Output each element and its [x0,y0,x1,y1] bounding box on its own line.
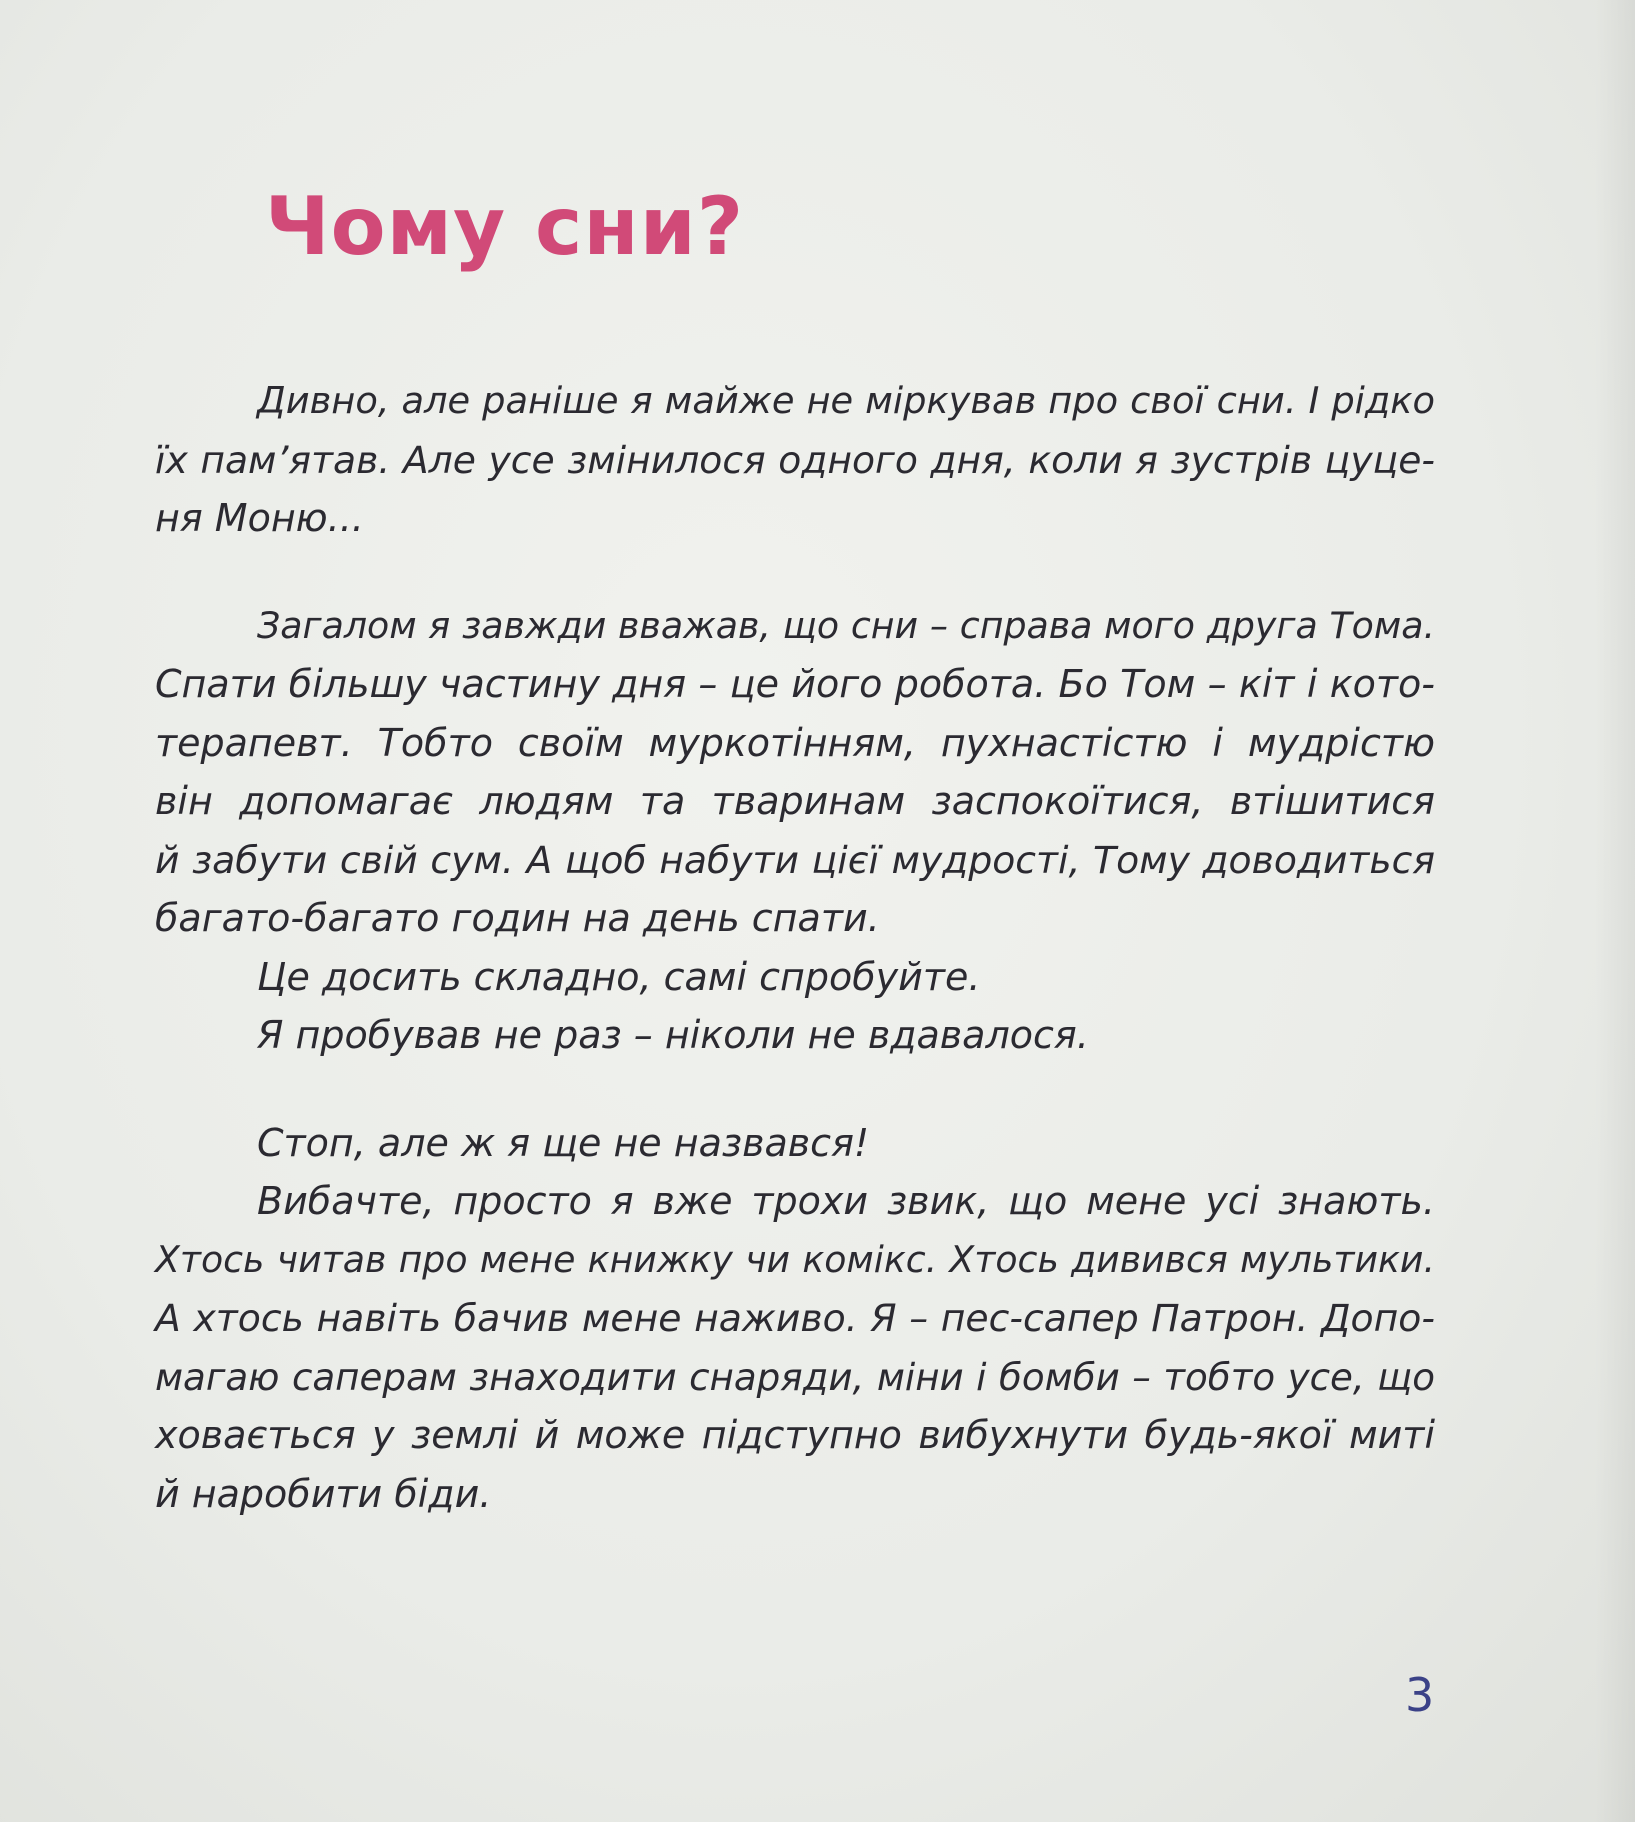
text-line: Спати більшу частину дня – це його робота. Бо Том – кіт і кото- [155,662,1435,706]
paragraph [155,372,1435,548]
text-line: Дивно, але раніше я майже не міркував про свої сни. І рідко [257,379,1435,422]
text-line: терапевт. Тобто своїм муркотінням, пухнастістю і мудрістю [155,720,1435,765]
chapter-title: Чому сни? [265,180,745,273]
text-line: й наробити біди. [155,1471,492,1516]
text-line: він допомагає людям та тваринам заспокоїтися, втішитися [155,779,1435,823]
chapter-body [155,372,1435,1523]
text-line: ховається у землі й може підступно вибухнути будь-якої миті [155,1413,1435,1457]
paragraph-gap [155,1065,1435,1114]
text-line: Хтось читав про мене книжку чи комікс. Хтось дивився мультики. [155,1237,1435,1281]
text-line: багато-багато годин на день спати. [155,896,880,940]
text-line: Загалом я завжди вважав, що сни – справа мого друга Тома. [257,603,1435,647]
paragraph [155,1006,1435,1065]
text-line: Це досить складно, самі спробуйте. [257,954,981,999]
page-number: 3 [1405,1668,1435,1722]
text-line: Я пробував не раз – ніколи не вдавалося. [257,1013,1089,1057]
paragraph [155,1114,1435,1173]
paragraph-gap [155,548,1435,597]
text-line: Стоп, але ж я ще не назвався! [257,1120,870,1165]
text-line: Вибачте, просто я вже трохи звик, що мене усі знають. [257,1179,1435,1223]
paragraph [155,597,1435,948]
text-line: їх пам’ятав. Але усе змінилося одного дня, коли я зустрів цуце- [155,437,1435,482]
text-line: магаю саперам знаходити снаряди, міни і бомби – тобто усе, що [155,1354,1435,1399]
text-line: А хтось навіть бачив мене наживо. Я – пес-сапер Патрон. Допо- [155,1296,1435,1340]
paragraph [155,948,1435,1007]
page-edge-shadow [1595,0,1635,1822]
text-line: ня Моню... [155,496,364,540]
paragraph [155,1172,1435,1523]
text-line: й забути свій сум. А щоб набути цієї мудрості, Тому доводиться [155,837,1435,882]
